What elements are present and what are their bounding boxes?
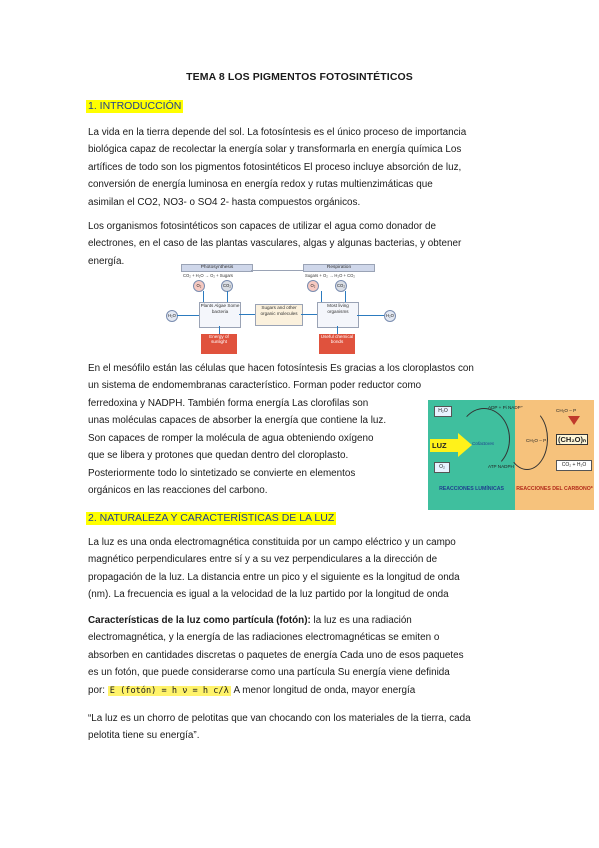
text-line: asimilan el CO2, NO3- o SO4 2- hasta compuestos orgánicos. (88, 196, 361, 208)
text-line: artífices de todo son los pigmentos fotosintéticos El proceso incluye absorción de luz, (88, 161, 462, 173)
arrow-line (321, 291, 322, 302)
light-reactions-label: REACCIONES LUMÍNICAS (439, 486, 504, 492)
text-line: Posteriormente todo lo sintetizado se convierte en elementos (88, 467, 356, 479)
text-line: La luz es una onda electromagnética constituida por un campo eléctrico y un campo (88, 537, 456, 548)
text-line: absorben en cantidades discretas o paquetes de energía Cada uno de esos paquetes (88, 649, 464, 661)
down-arrow-icon (568, 416, 580, 425)
h2o-molecule-icon-right: H₂O (384, 310, 396, 322)
arrow-line (251, 270, 303, 271)
text-line: ferredoxina y NADPH. También forma energía Las clorofilas son (88, 398, 369, 409)
adp-label: ADP + Pi NADP⁺ (488, 405, 524, 410)
arrow-line (177, 315, 199, 316)
text-line: electrones, en el caso de las plantas vasculares, algas y algunas bacterias, y obtener (88, 238, 462, 250)
o2-box: O₂ (434, 462, 450, 473)
ch2o-p-top-label: CH₂O – P (556, 408, 577, 413)
light-label: LUZ (430, 439, 458, 452)
paragraph-foton (88, 612, 512, 700)
co2-molecule-icon: CO₂ (221, 280, 233, 292)
paragraph-mesofilo (88, 360, 512, 395)
plants-box: Plants Algae Some bacteria (199, 302, 241, 328)
arrow-line (357, 315, 384, 316)
arrow-line (337, 326, 338, 334)
arrow-line (219, 326, 220, 334)
text-line: biológica capaz de recolectar la energía solar y transformarla en energía química Los (88, 144, 462, 156)
text-line: energía. (88, 255, 125, 267)
living-organisms-box: Most living organisms (317, 302, 359, 328)
arrow-line (227, 291, 228, 302)
text-line: Los organismos fotosintéticos son capaces de utilizar el agua como donador de (88, 221, 437, 232)
arrow-line (239, 314, 255, 315)
light-carbon-reactions-diagram (428, 400, 594, 510)
carbon-reactions-label: REACCIONES DEL CARBONO* (516, 486, 593, 492)
photosynthesis-header: Photosynthesis (181, 264, 253, 272)
arrow-line (203, 291, 204, 302)
paragraph-quote (88, 710, 512, 745)
text-line: (nm). La frecuencia es igual a la velocidad de la luz partido por la longitud de onda (88, 589, 449, 601)
paragraph-intro (88, 124, 512, 211)
h2o-molecule-icon-left: H₂O (166, 310, 178, 322)
carbohydrate-box: (CH₂O)ₙ (558, 435, 586, 444)
photon-energy-formula: E (fotón) = h ν = h c/λ (109, 685, 229, 696)
co2-molecule-icon-right: CO₂ (335, 280, 347, 292)
text-line: propagación de la luz. La distancia entre un pico y el siguiente es la longitud de onda (88, 571, 460, 583)
respiration-equation: Sugars + O₂ → H₂O + CO₂ (305, 273, 356, 278)
paragraph-luz-onda (88, 534, 512, 604)
text-line: es un fotón, que puede considerarse como una partícula Su energía viene definida (88, 667, 450, 679)
reaction-cycle-curve (458, 408, 510, 470)
text-line: En el mesófilo están las células que hacen fotosíntesis Es gracias a los cloroplastos con (88, 363, 474, 374)
paragraph-clorofilas (88, 395, 418, 499)
text-line: “La luz es un chorro de pelotitas que van chocando con los materiales de la tierra, cada (88, 713, 471, 724)
text-line: que se libera y protones que quedan dentro del cloroplasto. (88, 450, 349, 462)
arrow-line (301, 314, 317, 315)
text-line: unas moléculas capaces de absorber la energía que contiene la luz. (88, 415, 387, 427)
text-line: electromagnética, y la energía de las radiaciones electromagnéticas se emiten o (88, 632, 440, 644)
text-line (88, 612, 512, 629)
text-line: Son capaces de romper la molécula de agua obteniendo oxígeno (88, 432, 374, 444)
photosynthesis-respiration-diagram (163, 262, 401, 358)
text-line: conversión de energía luminosa en energía redox y rutas multienzimáticas que (88, 179, 433, 191)
cofactors-label: Cofactores (472, 441, 495, 446)
text-line: magnético perpendiculares entre sí y a su vez perpendiculares a la dirección de (88, 554, 438, 566)
arrow-line (345, 291, 346, 302)
section-heading-naturaleza-luz: 2. NATURALEZA Y CARACTERÍSTICAS DE LA LUZ (88, 512, 335, 524)
sugars-box: Sugars and other organic molecules (255, 304, 303, 326)
co2-h2o-box: CO₂ + H₂O (556, 460, 592, 471)
text-line (88, 682, 512, 700)
section-heading-introduccion: 1. INTRODUCCIÓN (88, 100, 182, 112)
h2o-box: H₂O (434, 406, 452, 417)
ch2o-p-label: CH₂O – P (526, 438, 547, 443)
respiration-header: Respiration (303, 264, 375, 272)
atp-label: ATP NADPH (488, 464, 514, 469)
page-title: TEMA 8 LOS PIGMENTOS FOTOSINTÉTICOS (186, 71, 413, 83)
text-span: A menor longitud de onda, mayor energía (230, 684, 416, 696)
text-line: orgánicos en las reacciones del carbono. (88, 485, 268, 497)
text-line: un sistema de endomembranas característico. Forman poder reductor como (88, 380, 422, 392)
text-span: la luz es una radiación (310, 615, 412, 626)
photosynthesis-equation: CO₂ + H₂O → O₂ + Sugars (183, 273, 234, 278)
o2-molecule-icon: O₂ (193, 280, 205, 292)
sunlight-energy-box: Energy of sunlight (201, 334, 237, 354)
text-span: por: (88, 684, 108, 696)
o2-molecule-icon-right: O₂ (307, 280, 319, 292)
text-line: pelotita tiene su energía”. (88, 730, 200, 742)
foton-title: Características de la luz como partícula (fotón): (88, 615, 311, 626)
text-line: La vida en la tierra depende del sol. La fotosíntesis es el único proceso de importancia (88, 127, 467, 138)
chemical-bonds-box: Useful chemical bonds (319, 334, 355, 354)
